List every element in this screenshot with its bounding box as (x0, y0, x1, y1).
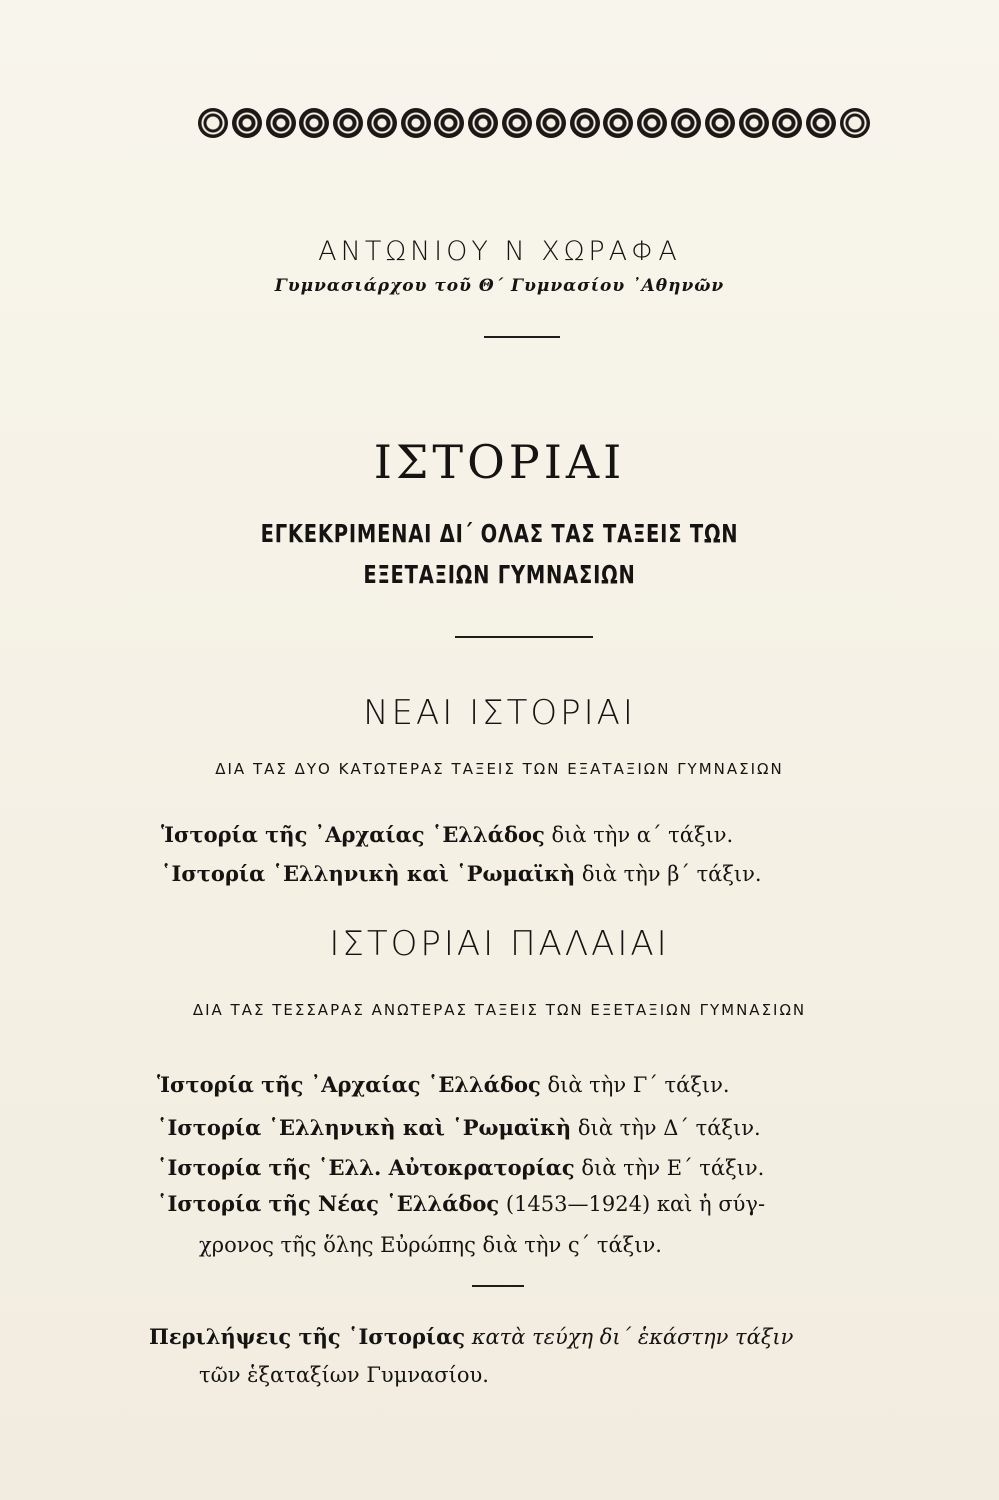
rosette-icon (198, 108, 228, 138)
rosette-icon (637, 108, 667, 138)
rosette-icon (333, 108, 363, 138)
section-subheading-old: ΔΙΑ ΤΑΣ ΤΕΣΣΑΡΑΣ ΑΝΩΤΕΡΑΣ ΤΑΞΕΙΣ ΤΩΝ ΕΞΕΤΑΞΙΩΝ ΓΥΜΝΑΣΙΩΝ (192, 1001, 807, 1019)
decorative-border (198, 103, 870, 143)
book-title: ῾Ιστορία ῾Ελληνικὴ καὶ ῾Ρωμαϊκὴ (157, 1115, 572, 1140)
book-entry (157, 1072, 730, 1097)
section-heading-new: ΝΕΑΙ ΙΣΤΟΡΙΑΙ (363, 693, 636, 733)
rosette-icon (603, 108, 633, 138)
book-class: διὰ τὴν Γ΄ τάξιν. (547, 1073, 730, 1097)
summaries-entry-continued: τῶν ἑξαταξίων Γυμνασίου. (199, 1363, 489, 1387)
book-class: διὰ τὴν Δ΄ τάξιν. (577, 1116, 761, 1140)
rosette-icon (536, 108, 566, 138)
book-entry (157, 1191, 765, 1216)
book-class: διὰ τὴν β΄ τάξιν. (581, 862, 762, 886)
book-class: καὶ ἡ σύγ- (656, 1192, 766, 1216)
page-title: ΙΣΤΟΡΙΑΙ (373, 435, 626, 489)
book-title: ῾Ιστορία τῆς ῾Ελλ. Αὐτοκρατορίας (157, 1155, 575, 1180)
rosette-icon (772, 108, 802, 138)
book-title: ῾Ιστορία τῆς Νέας ῾Ελλάδος (157, 1191, 500, 1216)
summaries-title: Περιλήψεις τῆς ῾Ιστορίας (149, 1324, 466, 1349)
book-entry (161, 861, 762, 886)
divider (455, 636, 593, 638)
rosette-icon (266, 108, 296, 138)
book-entry (157, 1115, 761, 1140)
summaries-entry (149, 1324, 793, 1349)
rosette-icon (401, 108, 431, 138)
section-heading-old: ΙΣΤΟΡΙΑΙ ΠΑΛΑΙΑΙ (329, 924, 670, 964)
approval-line-1: ΕΓΚΕΚΡΙΜΕΝΑΙ ΔΙ΄ ΟΛΑΣ ΤΑΣ ΤΑΞΕΙΣ ΤΩΝ (260, 519, 739, 548)
rosette-icon (367, 108, 397, 138)
section-subheading-new: ΔΙΑ ΤΑΣ ΔΥΟ ΚΑΤΩΤΕΡΑΣ ΤΑΞΕΙΣ ΤΩΝ ΕΞΑΤΑΞΙΩΝ ΓΥΜΝΑΣΙΩΝ (215, 760, 784, 778)
rosette-icon (570, 108, 600, 138)
author-name: ΑΝΤΩΝΙΟΥ Ν ΧΩΡΑΦΑ (318, 236, 681, 267)
summaries-description: κατὰ τεύχη δι΄ ἑκάστην τάξιν (471, 1325, 794, 1349)
divider (484, 336, 560, 338)
book-entry-continued: χρονος τῆς ὅλης Εὐρώπης διὰ τὴν ς΄ τάξιν. (199, 1233, 662, 1257)
book-entry (157, 1155, 764, 1180)
book-title: Ἱστορία τῆς ᾿Αρχαίας ῾Ελλάδος (161, 822, 545, 847)
divider (472, 1285, 524, 1287)
author-position: Γυμνασιάρχου τοῦ Θ΄ Γυμνασίου ᾿Αθηνῶν (274, 276, 725, 296)
book-title: ῾Ιστορία ῾Ελληνικὴ καὶ ῾Ρωμαϊκὴ (161, 861, 576, 886)
book-class: διὰ τὴν Ε΄ τάξιν. (581, 1156, 765, 1180)
rosette-icon (705, 108, 735, 138)
rosette-icon (502, 108, 532, 138)
rosette-icon (434, 108, 464, 138)
book-years: (1453—1924) (505, 1192, 651, 1216)
book-title: Ἱστορία τῆς ᾿Αρχαίας ῾Ελλάδος (157, 1072, 541, 1097)
rosette-icon (840, 108, 870, 138)
book-class: διὰ τὴν α΄ τάξιν. (551, 823, 734, 847)
rosette-icon (232, 108, 262, 138)
rosette-icon (739, 108, 769, 138)
rosette-icon (468, 108, 498, 138)
rosette-icon (671, 108, 701, 138)
rosette-icon (806, 108, 836, 138)
book-entry (161, 822, 733, 847)
rosette-icon (299, 108, 329, 138)
approval-line-2: ΕΞΕΤΑΞΙΩΝ ΓΥΜΝΑΣΙΩΝ (363, 560, 636, 589)
